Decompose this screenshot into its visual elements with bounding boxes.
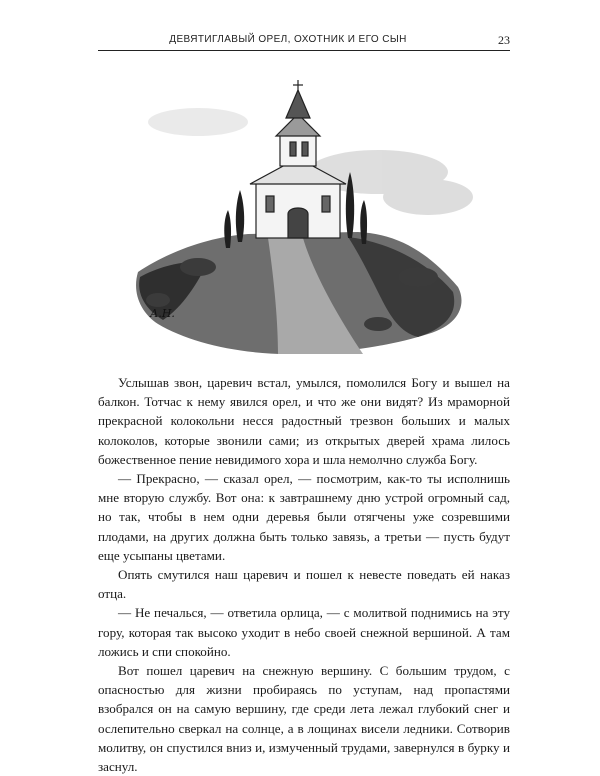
church-on-hill-illustration xyxy=(128,62,474,362)
paragraph-5: Вот пошел царевич на снежную вершину. С большим трудом, с опасностью для жизни пробираясь по уступам, над пропастями взобрался он на самую вершину, где среди лета лежал глубокий снег и ослепительно сверкал на солнце, а в лощинах висели ледники. Сотворив молитву, он спустился вниз и, измученный трудами, завернулся в бурку и заснул. xyxy=(98,663,510,775)
paragraph-1: Услышав звон, царевич встал, умылся, помолился Богу и вышел на балкон. Тотчас к нему явился орел, и что же они видят? Из мраморной прекрасной колокольни несся радостный трезвон больших и малых колоколов, которые звонили сами; из открытых дверей храма лилось божественное пение невидимого хора и шла немолчно служба Богу. xyxy=(98,375,510,467)
paragraph-4: — Не печалься, — ответила орлица, — с молитвой поднимись на эту гору, которая так высоко уходит в небо своей снежной вершиной. А там ложись и спи спокойно. xyxy=(98,605,510,659)
paragraph-3: Опять смутился наш царевич и пошел к невесте поведать ей наказ отца. xyxy=(98,567,510,602)
artist-signature: А.Н. xyxy=(150,307,175,320)
paragraph-2: — Прекрасно, — сказал орел, — посмотрим, как-то ты исполнишь мне вторую службу. Вот она: к завтрашнему дню устрой огромный сад, но так, чтобы в нем одни деревья были отягчены уже созревшими плодами, на других должна быть только завязь, а третьи — пусть будут еще усыпаны цветами. xyxy=(98,471,510,563)
story-text xyxy=(98,373,510,776)
running-title: ДЕВЯТИГЛАВЫЙ ОРЕЛ, ОХОТНИК И ЕГО СЫН xyxy=(169,34,407,45)
page-number: 23 xyxy=(498,33,510,47)
running-header xyxy=(98,32,510,51)
